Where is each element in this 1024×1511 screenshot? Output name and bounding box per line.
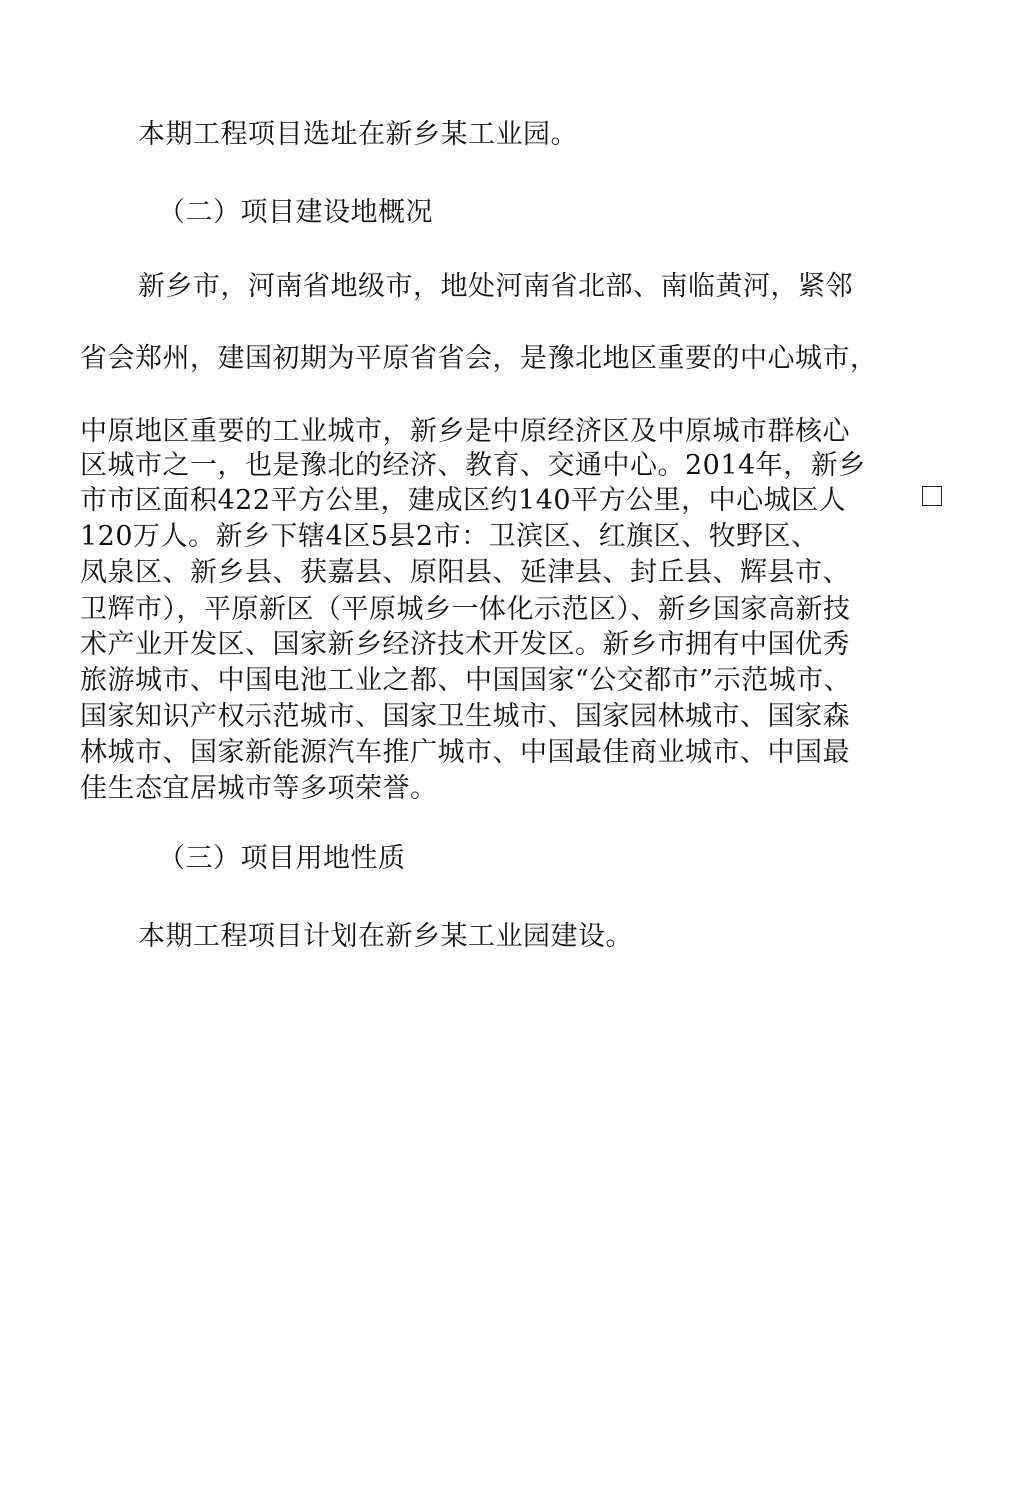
paragraph-line: 120万人。新乡下辖4区5县2市：卫滨区、红旗区、牧野区、 <box>80 521 819 552</box>
paragraph-line: 术产业开发区、国家新乡经济技术开发区。新乡市拥有中国优秀 <box>80 629 850 660</box>
missing-glyph-box-icon <box>922 486 942 506</box>
paragraph-site-location: 本期工程项目选址在新乡某工业园。 <box>138 119 578 150</box>
paragraph-line: 旅游城市、中国电池工业之都、中国国家“公交都市”示范城市、 <box>80 665 852 696</box>
section-heading-2: （二）项目建设地概况 <box>158 197 433 228</box>
paragraph-line: 市市区面积422平方公里，建成区约140平方公里，中心城区人 <box>80 485 847 516</box>
paragraph-line: 凤泉区、新乡县、获嘉县、原阳县、延津县、封丘县、辉县市、 <box>80 557 850 588</box>
paragraph-line: 新乡市，河南省地级市，地处河南省北部、南临黄河，紧邻 <box>138 271 853 302</box>
paragraph-line: 国家知识产权示范城市、国家卫生城市、国家园林城市、国家森 <box>80 701 850 732</box>
paragraph-line: 省会郑州，建国初期为平原省省会，是豫北地区重要的中心城市， <box>80 343 878 374</box>
paragraph-line: 林城市、国家新能源汽车推广城市、中国最佳商业城市、中国最 <box>80 737 850 768</box>
paragraph-land-use: 本期工程项目计划在新乡某工业园建设。 <box>138 921 633 952</box>
paragraph-line: 卫辉市），平原新区（平原城乡一体化示范区）、新乡国家高新技 <box>80 594 851 625</box>
section-heading-3: （三）项目用地性质 <box>158 843 406 874</box>
paragraph-line: 佳生态宜居城市等多项荣誉。 <box>80 773 438 804</box>
paragraph-line: 中原地区重要的工业城市，新乡是中原经济区及中原城市群核心 <box>80 416 850 447</box>
paragraph-line: 区城市之一，也是豫北的经济、教育、交通中心。2014年，新乡 <box>80 450 866 481</box>
